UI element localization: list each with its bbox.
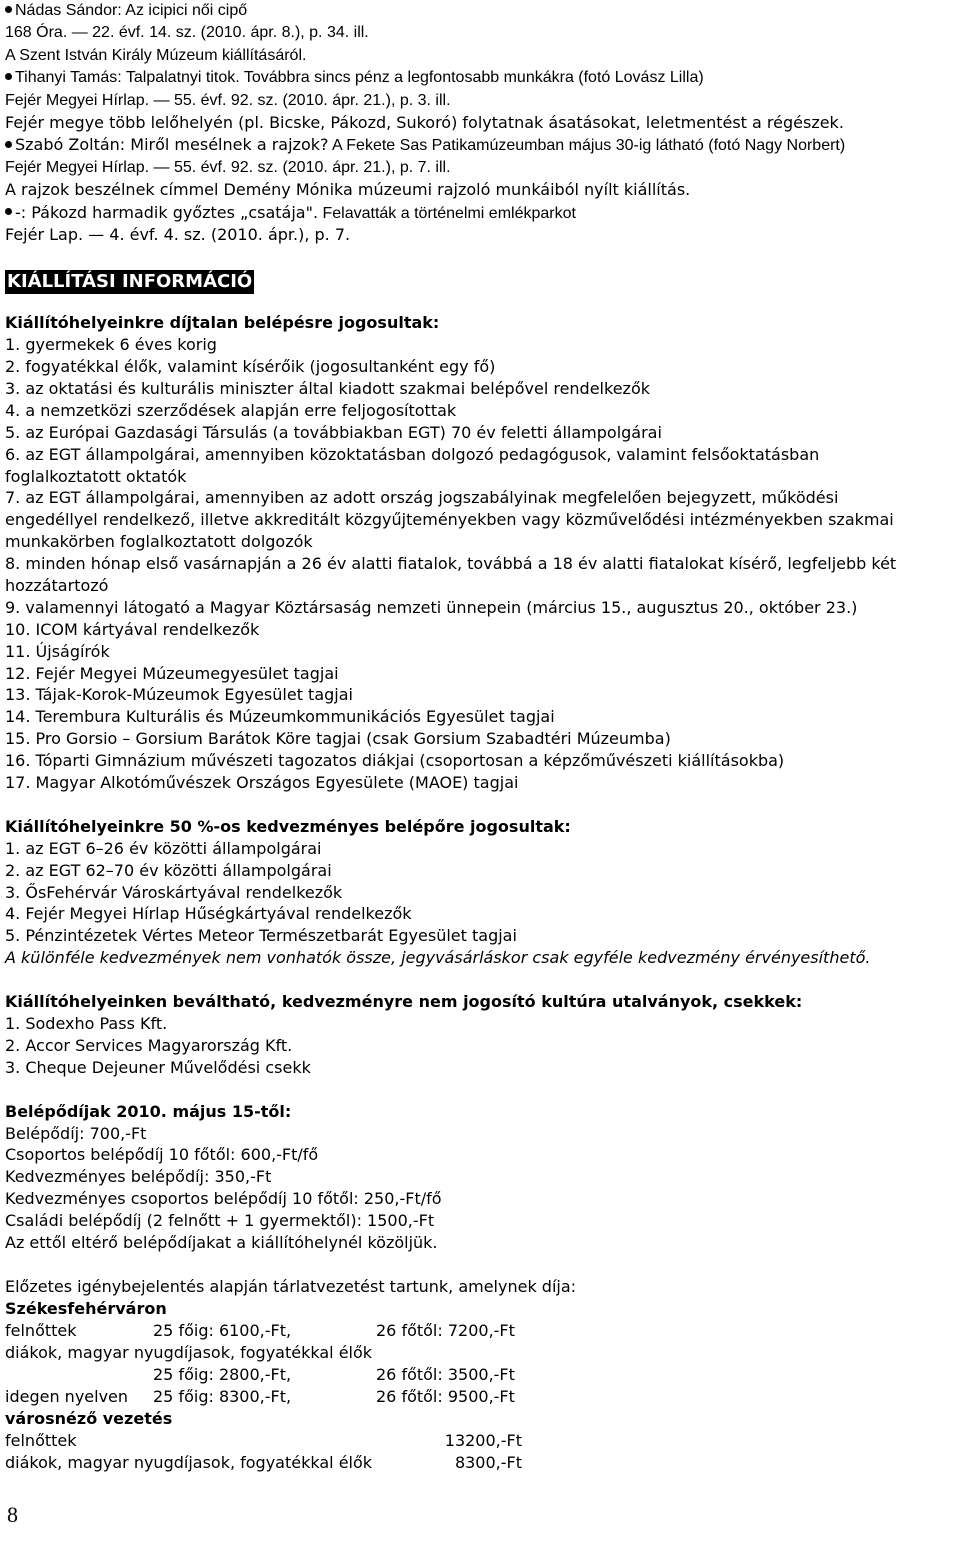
list-item: Csoportos belépődíj 10 főtől: 600,-Ft/fő — [5, 1145, 319, 1165]
list-item: 1. az EGT 6–26 év közötti állampolgárai — [5, 838, 322, 858]
list-item: 13. Tájak-Korok-Múzeumok Egyesület tagjai — [5, 685, 353, 705]
list-item: 10. ICOM kártyával rendelkezők — [5, 619, 260, 639]
table-cell: 25 főig: 2800,-Ft, — [153, 1364, 292, 1384]
list-item: 2. Accor Services Magyarország Kft. — [5, 1035, 293, 1055]
table-cell — [5, 1364, 153, 1386]
table-cell: 25 főig: 8300,-Ft, — [153, 1386, 292, 1406]
list-item: engedéllyel rendelkező, illetve akkreditált közgyűjteményekben vagy közművelődési intézményekben szakmai — [5, 510, 894, 530]
list-item: Kedvezményes belépődíj: 350,-Ft — [5, 1167, 272, 1187]
list-item: 16. Tóparti Gimnázium művészeti tagozatos diákjai (csoportosan a képzőművészeti kiállításokba) — [5, 751, 785, 771]
table-row — [5, 1386, 526, 1408]
list-item: hozzátartozó — [5, 575, 109, 595]
press-entry-1-source: 168 Óra. — 22. évf. 14. sz. (2010. ápr. 8.), p. 34. ill. — [5, 24, 369, 42]
list-item: 2. az EGT 62–70 év közötti állampolgárai — [5, 860, 332, 880]
bullet-icon — [5, 141, 12, 148]
list-item: 5. az Európai Gazdasági Társulás (a továbbiakban EGT) 70 év feletti állampolgárai — [5, 422, 662, 442]
table-row — [5, 1342, 526, 1364]
list-item: 3. Cheque Dejeuner Művelődési csekk — [5, 1057, 311, 1077]
table-cell: 8300,-Ft — [454, 1452, 522, 1472]
list-item: 1. Sodexho Pass Kft. — [5, 1014, 168, 1034]
press-entry-2-title: Tihanyi Tamás: Talpalatnyi titok. Továbbra sincs pénz a legfontosabb munkákra (fotó Lovász Lilla) — [5, 67, 955, 89]
list-item: 4. Fejér Megyei Hírlap Hűségkártyával rendelkezők — [5, 904, 412, 924]
section-title: KIÁLLÍTÁSI INFORMÁCIÓ — [7, 271, 253, 293]
tours-intro: Előzetes igénybejelentés alapján tárlatvezetést tartunk, amelynek díja: — [5, 1276, 577, 1296]
list-item: Az ettől eltérő belépődíjakat a kiállítóhelynél közöljük. — [5, 1233, 438, 1253]
list-item: 1. gyermekek 6 éves korig — [5, 335, 217, 355]
discount-note: A különféle kedvezmények nem vonhatók össze, jegyvásárláskor csak egyféle kedvezmény érvényesíthető. — [5, 948, 871, 968]
table-cell: diákok, magyar nyugdíjasok, fogyatékkal élők — [5, 1342, 373, 1362]
list-item: 3. ŐsFehérvár Városkártyával rendelkezők — [5, 882, 343, 902]
tour-prices-table — [5, 1320, 526, 1408]
table-cell: idegen nyelven — [5, 1386, 129, 1406]
press-list — [5, 0, 955, 246]
press-entry-3-source: Fejér Megyei Hírlap. — 55. évf. 92. sz. (2010. ápr. 21.), p. 7. ill. — [5, 158, 451, 176]
fees-heading: Belépődíjak 2010. május 15-től: — [5, 1101, 292, 1121]
list-item: 3. az oktatási és kulturális miniszter által kiadott szakmai belépővel rendelkezők — [5, 378, 650, 398]
table-row — [5, 1320, 526, 1342]
table-cell: 26 főtől: 9500,-Ft — [376, 1386, 515, 1406]
vouchers-list — [5, 1013, 955, 1079]
table-row — [5, 1452, 522, 1474]
table-cell: diákok, magyar nyugdíjasok, fogyatékkal élők — [5, 1452, 373, 1472]
list-item: 17. Magyar Alkotóművészek Országos Egyesülete (MAOE) tagjai — [5, 773, 519, 792]
walk-heading: városnéző vezetés — [5, 1408, 173, 1428]
table-cell: 25 főig: 6100,-Ft, — [153, 1320, 292, 1340]
list-item: 7. az EGT állampolgárai, amennyiben az adott ország jogszabályinak megfelelően bejegyzett, működési — [5, 488, 839, 508]
table-row — [5, 1430, 522, 1452]
walk-prices-table — [5, 1430, 522, 1474]
list-item: Belépődíj: 700,-Ft — [5, 1123, 147, 1143]
list-item: 9. valamennyi látogató a Magyar Köztársaság nemzeti ünnepein (március 15., augusztus 20., október 23.) — [5, 597, 858, 617]
press-entry-3-title: Szabó Zoltán: Miről mesélnek a rajzok? A Fekete Sas Patikamúzeumban május 30-ig látható (fotó Nagy Norbert) — [5, 134, 955, 156]
free-entry-list — [5, 334, 955, 794]
table-cell: 13200,-Ft — [444, 1430, 522, 1450]
list-item: 12. Fejér Megyei Múzeumegyesület tagjai — [5, 663, 339, 683]
list-item: 4. a nemzetközi szerződések alapján erre feljogosítottak — [5, 400, 457, 420]
table-cell: felnőttek — [5, 1430, 77, 1450]
page-number: 8 — [7, 1502, 18, 1527]
list-item: 11. Újságírók — [5, 641, 110, 661]
table-cell: 26 főtől: 3500,-Ft — [376, 1364, 515, 1384]
list-item: 14. Terembura Kulturális és Múzeumkommunikációs Egyesület tagjai — [5, 707, 555, 727]
table-cell: 26 főtől: 7200,-Ft — [376, 1320, 515, 1340]
press-entry-1-title: Nádas Sándor: Az icipici női cipő — [5, 0, 955, 22]
document-page — [5, 0, 955, 1474]
list-item: 8. minden hónap első vasárnapján a 26 év alatti fiatalok, továbbá a 18 év alatti fiatalokat kísérő, legfeljebb két — [5, 554, 897, 574]
free-entry-heading: Kiállítóhelyeinkre díjtalan belépésre jogosultak: — [5, 313, 440, 333]
table-cell: felnőttek — [5, 1320, 77, 1340]
discount-heading: Kiállítóhelyeinkre 50 %-os kedvezményes belépőre jogosultak: — [5, 816, 571, 836]
press-entry-2-source: Fejér Megyei Hírlap. — 55. évf. 92. sz. (2010. ápr. 21.), p. 3. ill. — [5, 91, 451, 109]
tours-city: Székesfehérváron — [5, 1298, 167, 1318]
bullet-icon — [5, 73, 12, 80]
list-item: Kedvezményes csoportos belépődíj 10 főtől: 250,-Ft/fő — [5, 1189, 442, 1209]
list-item: 2. fogyatékkal élők, valamint kísérőik (jogosultanként egy fő) — [5, 357, 496, 377]
press-entry-4-source: Fejér Lap. — 4. évf. 4. sz. (2010. ápr.), p. 7. — [5, 224, 351, 244]
press-entry-3-note: A rajzok beszélnek címmel Demény Mónika múzeumi rajzoló munkáiból nyílt kiállítás. — [5, 180, 691, 200]
list-item: 6. az EGT állampolgárai, amennyiben közoktatásban dolgozó pedagógusok, valamint felsőoktatásban — [5, 444, 820, 464]
table-row — [5, 1364, 526, 1386]
section-title-row — [5, 268, 955, 295]
bullet-icon — [5, 208, 12, 215]
list-item: foglalkoztatott oktatók — [5, 466, 187, 486]
press-entry-2-note: Fejér megye több lelőhelyén (pl. Bicske, Pákozd, Sukoró) folytatnak ásatásokat, leletmentést a régészek. — [5, 112, 844, 132]
list-item: Családi belépődíj (2 felnőtt + 1 gyermektől): 1500,-Ft — [5, 1211, 435, 1231]
bullet-icon — [5, 6, 12, 13]
list-item: 5. Pénzintézetek Vértes Meteor Természetbarát Egyesület tagjai — [5, 926, 517, 946]
vouchers-heading: Kiállítóhelyeinken beváltható, kedvezményre nem jogosító kultúra utalványok, csekkek: — [5, 992, 803, 1012]
press-entry-1-note: A Szent István Király Múzeum kiállításáról. — [5, 46, 307, 64]
list-item: munkakörben foglalkoztatott dolgozók — [5, 532, 313, 552]
list-item: 15. Pro Gorsio – Gorsium Barátok Köre tagjai (csak Gorsium Szabadtéri Múzeumba) — [5, 729, 671, 749]
fees-list — [5, 1123, 955, 1254]
discount-list — [5, 838, 955, 947]
press-entry-4-title: -: Pákozd harmadik győztes „csatája". Felavatták a történelmi emlékparkot — [5, 202, 955, 224]
